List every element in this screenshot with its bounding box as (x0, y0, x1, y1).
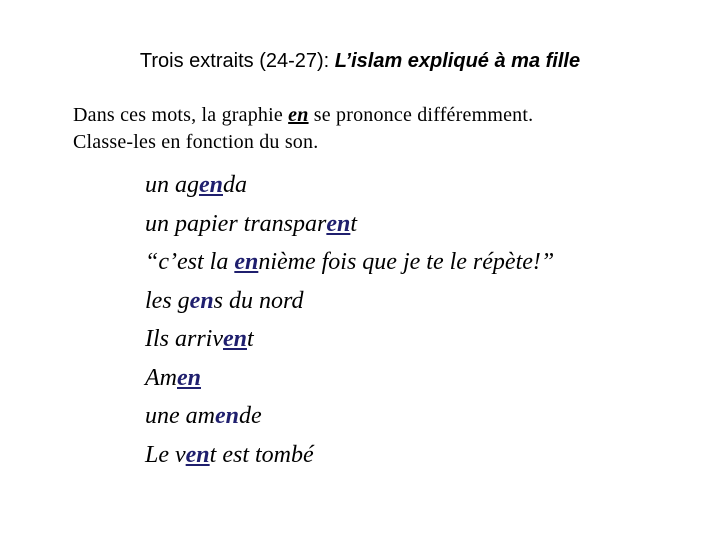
instructions-en-emphasis: en (288, 104, 309, 126)
example-item (145, 205, 554, 244)
example-item (145, 359, 554, 398)
example-before: Le v (145, 441, 186, 468)
example-before: Am (145, 364, 177, 391)
example-en: en (199, 172, 223, 198)
example-before: Ils arriv (145, 326, 223, 352)
example-item (145, 320, 554, 359)
book-title: L’islam expliqué à ma fille (334, 50, 581, 72)
example-en: en (189, 287, 214, 314)
example-item (145, 243, 554, 282)
example-after: t est tombé (209, 441, 314, 468)
example-after: t (350, 210, 358, 237)
example-before: un papier transpar (145, 210, 327, 237)
example-en: en (185, 441, 210, 468)
instructions (73, 102, 693, 156)
example-en: en (223, 326, 247, 352)
example-after: nième fois que je te le répète!” (258, 249, 555, 275)
example-before: un ag (145, 172, 199, 198)
slide-title (0, 50, 720, 73)
instructions-text-b: se prononce différemment. (308, 104, 534, 126)
example-after: t (247, 326, 254, 352)
example-before: “c’est la (145, 249, 235, 275)
instructions-line-2: Classe-les en fonction du son. (73, 131, 319, 153)
example-before: une am (145, 403, 215, 429)
example-item (145, 436, 554, 475)
example-en: en (177, 364, 201, 391)
example-after: s du nord (213, 287, 304, 314)
example-item (145, 397, 554, 436)
example-en: en (234, 249, 259, 275)
example-item (145, 282, 554, 321)
instructions-text-a: Dans ces mots, la graphie (73, 104, 289, 126)
example-list (145, 166, 554, 474)
example-en: en (214, 403, 239, 429)
example-item (145, 166, 554, 205)
example-after: de (238, 403, 262, 429)
example-after: da (223, 172, 247, 198)
instructions-line-1 (73, 102, 693, 129)
example-en: en (326, 210, 351, 237)
example-before: les g (145, 287, 190, 314)
title-prefix: Trois extraits (24-27): (139, 50, 335, 72)
